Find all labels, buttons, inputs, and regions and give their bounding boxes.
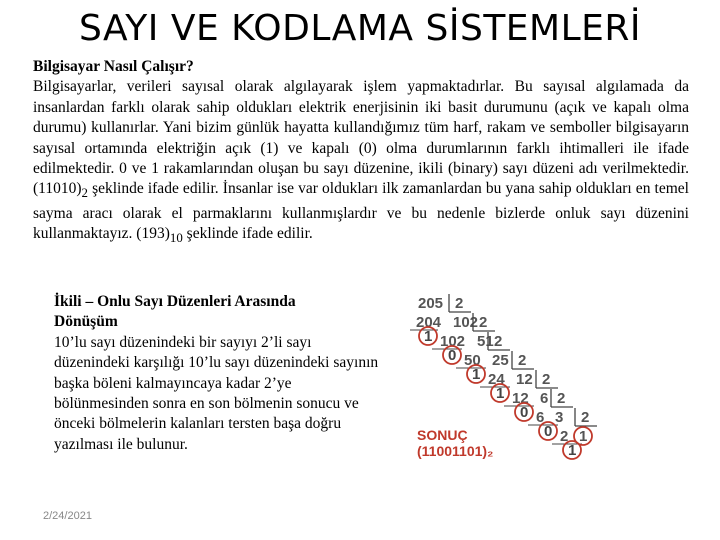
remainder: 0 (448, 347, 457, 364)
quotient: 102 (453, 314, 479, 331)
remainder: 1 (424, 328, 433, 345)
remainder: 1 (496, 385, 505, 402)
intro-text-1: Bilgisayarlar, verileri sayısal olarak algılayarak işlem yapmaktadırlar. Bu sayısal algılamada da insanlardan farklı olarak sahip oldukları elektrik enerjisinin iki basit durumunu (açık ve kapalı olma durumu) kullanırlar. Yani bizim günlük hayatta kullandığımız tüm harf, rakam ve semboller bilgisayarın sayısal ortamında elektriğin açık (1) ve kapalı (0) olma durumlarının farklı ihtimalleri ile ifade edilmektedir. 0 ve 1 rakamlarından oluşan bu sayı düzenine, ikili (binary) sayı düzeni adı verilmektedir. (11010) (33, 78, 689, 198)
page-title: SAYI VE KODLAMA SİSTEMLERİ (78, 8, 642, 49)
product: 204 (416, 314, 442, 331)
conversion-heading-line1: İkili – Onlu Sayı Düzenleri Arasında (54, 293, 296, 310)
intro-paragraph (33, 77, 689, 248)
result-label: SONUÇ (417, 427, 468, 443)
remainder: 0 (544, 423, 553, 440)
product: 6 (536, 409, 545, 426)
conversion-section (54, 292, 384, 455)
date-footer: 2/24/2021 (43, 510, 92, 522)
decimal-base-subscript: 10 (169, 230, 183, 246)
divisor: 2 (479, 314, 488, 331)
intro-heading: Bilgisayar Nasıl Çalışır? (33, 58, 194, 75)
remainder: 0 (520, 404, 529, 421)
binary-base-subscript: 2 (81, 185, 88, 201)
remainder: 1 (568, 442, 577, 459)
divisor: 2 (455, 295, 464, 312)
result-value: (11001101)₂ (417, 443, 494, 459)
conversion-heading-line2: Dönüşüm (54, 313, 118, 331)
intro-text-2: şeklinde ifade edilir. İnsanlar ise var oldukları ilk zamanlardan bu yana sahip oldukları en temel sayma aracı olarak el parmaklarını kullanmışlardır ve bu nedenle bizlerde onluk sayı düzenini kullanmaktayız. (193) (33, 180, 689, 243)
quotient: 51 (477, 333, 494, 350)
divisor: 2 (494, 333, 503, 350)
dividend: 205 (418, 295, 444, 312)
division-diagram (410, 286, 710, 486)
divisor: 2 (557, 390, 566, 407)
quotient: 1 (579, 428, 588, 445)
divisor: 2 (542, 371, 551, 388)
product: 50 (464, 352, 481, 369)
product: 12 (512, 390, 529, 407)
intro-section (33, 57, 689, 249)
quotient: 25 (492, 352, 509, 369)
remainder: 1 (472, 366, 481, 383)
product: 2 (560, 428, 569, 445)
quotient: 12 (516, 371, 533, 388)
product: 102 (440, 333, 466, 350)
conversion-text: 10’lu sayı düzenindeki bir sayıyı 2’li sayı düzenindeki karşılığı 10’lu sayı düzenindeki sayının başka böleni kalmayıncaya kadar 2’ye bölünmesinden sonra en son bölmenin sonucu ve önceki bölmelerin kalanları tersten başa doğru yazılması ile bulunur. (54, 333, 379, 453)
intro-text-3: şeklinde ifade edilir. (182, 225, 313, 243)
product: 24 (488, 371, 505, 388)
divisor: 2 (518, 352, 527, 369)
quotient: 6 (540, 390, 549, 407)
quotient: 3 (555, 409, 564, 426)
divisor: 2 (581, 409, 590, 426)
